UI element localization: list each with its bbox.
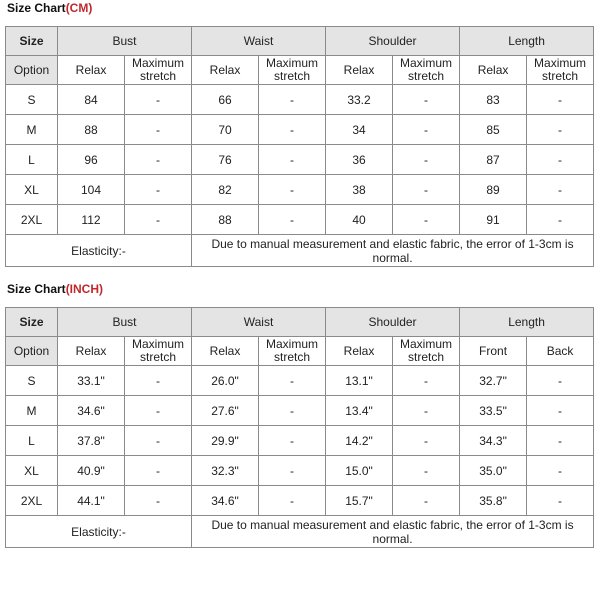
size-cell: L <box>6 145 58 175</box>
value-cell: - <box>259 486 326 516</box>
size-cell: M <box>6 396 58 426</box>
value-cell: 15.7" <box>326 486 393 516</box>
value-cell: - <box>259 85 326 115</box>
subheader: Maximum stretch <box>393 56 460 85</box>
subheader: Front <box>460 337 527 366</box>
size-cell: S <box>6 366 58 396</box>
value-cell: 66 <box>192 85 259 115</box>
size-cell: L <box>6 426 58 456</box>
value-cell: - <box>125 115 192 145</box>
value-cell: - <box>259 396 326 426</box>
value-cell: - <box>125 366 192 396</box>
value-cell: - <box>527 175 594 205</box>
subheader: Back <box>527 337 594 366</box>
subheader: Relax <box>192 56 259 85</box>
value-cell: 40 <box>326 205 393 235</box>
value-cell: - <box>527 486 594 516</box>
group-header-waist: Waist <box>192 27 326 56</box>
value-cell: - <box>527 115 594 145</box>
value-cell: 34.3" <box>460 426 527 456</box>
value-cell: - <box>527 396 594 426</box>
value-cell: - <box>393 205 460 235</box>
value-cell: - <box>259 175 326 205</box>
subheader: Relax <box>326 56 393 85</box>
size-cell: 2XL <box>6 205 58 235</box>
group-header-length: Length <box>460 308 594 337</box>
subheader: Relax <box>326 337 393 366</box>
subheader: Relax <box>460 56 527 85</box>
table-row <box>6 115 594 145</box>
value-cell: 37.8" <box>58 426 125 456</box>
value-cell: - <box>125 396 192 426</box>
value-cell: 34.6" <box>192 486 259 516</box>
value-cell: - <box>393 486 460 516</box>
value-cell: - <box>393 85 460 115</box>
option-header: Option <box>6 56 58 85</box>
value-cell: - <box>393 175 460 205</box>
title-prefix: Size Chart <box>7 1 66 15</box>
value-cell: - <box>125 456 192 486</box>
size-cell: XL <box>6 456 58 486</box>
value-cell: - <box>527 205 594 235</box>
value-cell: 70 <box>192 115 259 145</box>
value-cell: 104 <box>58 175 125 205</box>
value-cell: 33.1" <box>58 366 125 396</box>
group-header-length: Length <box>460 27 594 56</box>
value-cell: 112 <box>58 205 125 235</box>
value-cell: - <box>125 486 192 516</box>
value-cell: - <box>259 115 326 145</box>
group-header-bust: Bust <box>58 27 192 56</box>
value-cell: - <box>393 115 460 145</box>
value-cell: 13.1" <box>326 366 393 396</box>
value-cell: 96 <box>58 145 125 175</box>
table-row <box>6 145 594 175</box>
table-row <box>6 486 594 516</box>
value-cell: 82 <box>192 175 259 205</box>
subheader: Maximum stretch <box>125 56 192 85</box>
value-cell: - <box>527 85 594 115</box>
size-header: Size <box>6 27 58 56</box>
size-chart-inch-title <box>5 281 103 305</box>
value-cell: - <box>259 145 326 175</box>
value-cell: 36 <box>326 145 393 175</box>
value-cell: - <box>527 456 594 486</box>
subheader: Maximum stretch <box>125 337 192 366</box>
value-cell: 32.7" <box>460 366 527 396</box>
value-cell: 32.3" <box>192 456 259 486</box>
value-cell: 87 <box>460 145 527 175</box>
value-cell: 14.2" <box>326 426 393 456</box>
subheader: Maximum stretch <box>259 56 326 85</box>
group-header-shoulder: Shoulder <box>326 308 460 337</box>
subheader: Maximum stretch <box>527 56 594 85</box>
value-cell: - <box>393 366 460 396</box>
value-cell: 35.0" <box>460 456 527 486</box>
elasticity-label: Elasticity:- <box>6 516 192 548</box>
subheader: Relax <box>58 337 125 366</box>
value-cell: 33.2 <box>326 85 393 115</box>
group-header-waist: Waist <box>192 308 326 337</box>
value-cell: - <box>259 366 326 396</box>
group-header-shoulder: Shoulder <box>326 27 460 56</box>
value-cell: 84 <box>58 85 125 115</box>
size-cell: M <box>6 115 58 145</box>
title-unit: (INCH) <box>65 282 104 296</box>
value-cell: - <box>259 426 326 456</box>
size-chart-cm <box>5 1 595 267</box>
measurement-note: Due to manual measurement and elastic fabric, the error of 1-3cm is normal. <box>192 516 594 548</box>
value-cell: 89 <box>460 175 527 205</box>
option-header: Option <box>6 337 58 366</box>
size-header: Size <box>6 308 58 337</box>
value-cell: - <box>125 175 192 205</box>
subheader: Maximum stretch <box>259 337 326 366</box>
size-table-inch <box>5 307 594 548</box>
size-cell: XL <box>6 175 58 205</box>
value-cell: 27.6" <box>192 396 259 426</box>
table-row <box>6 175 594 205</box>
value-cell: 85 <box>460 115 527 145</box>
value-cell: - <box>125 205 192 235</box>
title-prefix: Size Chart <box>7 282 66 296</box>
value-cell: - <box>393 396 460 426</box>
value-cell: - <box>527 426 594 456</box>
value-cell: 83 <box>460 85 527 115</box>
size-chart-cm-title <box>5 0 92 24</box>
value-cell: 33.5" <box>460 396 527 426</box>
value-cell: 91 <box>460 205 527 235</box>
value-cell: 26.0" <box>192 366 259 396</box>
value-cell: 88 <box>192 205 259 235</box>
size-cell: S <box>6 85 58 115</box>
value-cell: 15.0" <box>326 456 393 486</box>
table-row <box>6 456 594 486</box>
value-cell: - <box>259 205 326 235</box>
table-row <box>6 426 594 456</box>
value-cell: 35.8" <box>460 486 527 516</box>
value-cell: 13.4" <box>326 396 393 426</box>
value-cell: 76 <box>192 145 259 175</box>
measurement-note: Due to manual measurement and elastic fabric, the error of 1-3cm is normal. <box>192 235 594 267</box>
value-cell: - <box>125 426 192 456</box>
value-cell: 38 <box>326 175 393 205</box>
table-row <box>6 85 594 115</box>
subheader: Maximum stretch <box>393 337 460 366</box>
subheader: Relax <box>192 337 259 366</box>
table-row <box>6 396 594 426</box>
value-cell: 29.9" <box>192 426 259 456</box>
value-cell: - <box>125 85 192 115</box>
value-cell: - <box>125 145 192 175</box>
value-cell: - <box>393 145 460 175</box>
value-cell: - <box>259 456 326 486</box>
table-row <box>6 366 594 396</box>
value-cell: - <box>527 145 594 175</box>
group-header-bust: Bust <box>58 308 192 337</box>
value-cell: - <box>393 426 460 456</box>
size-cell: 2XL <box>6 486 58 516</box>
title-unit: (CM) <box>65 1 93 15</box>
value-cell: 88 <box>58 115 125 145</box>
size-table-cm <box>5 26 594 267</box>
value-cell: 44.1" <box>58 486 125 516</box>
table-row <box>6 205 594 235</box>
subheader: Relax <box>58 56 125 85</box>
value-cell: 34.6" <box>58 396 125 426</box>
value-cell: 34 <box>326 115 393 145</box>
elasticity-label: Elasticity:- <box>6 235 192 267</box>
size-chart-inch <box>5 282 595 548</box>
value-cell: - <box>527 366 594 396</box>
value-cell: - <box>393 456 460 486</box>
value-cell: 40.9" <box>58 456 125 486</box>
